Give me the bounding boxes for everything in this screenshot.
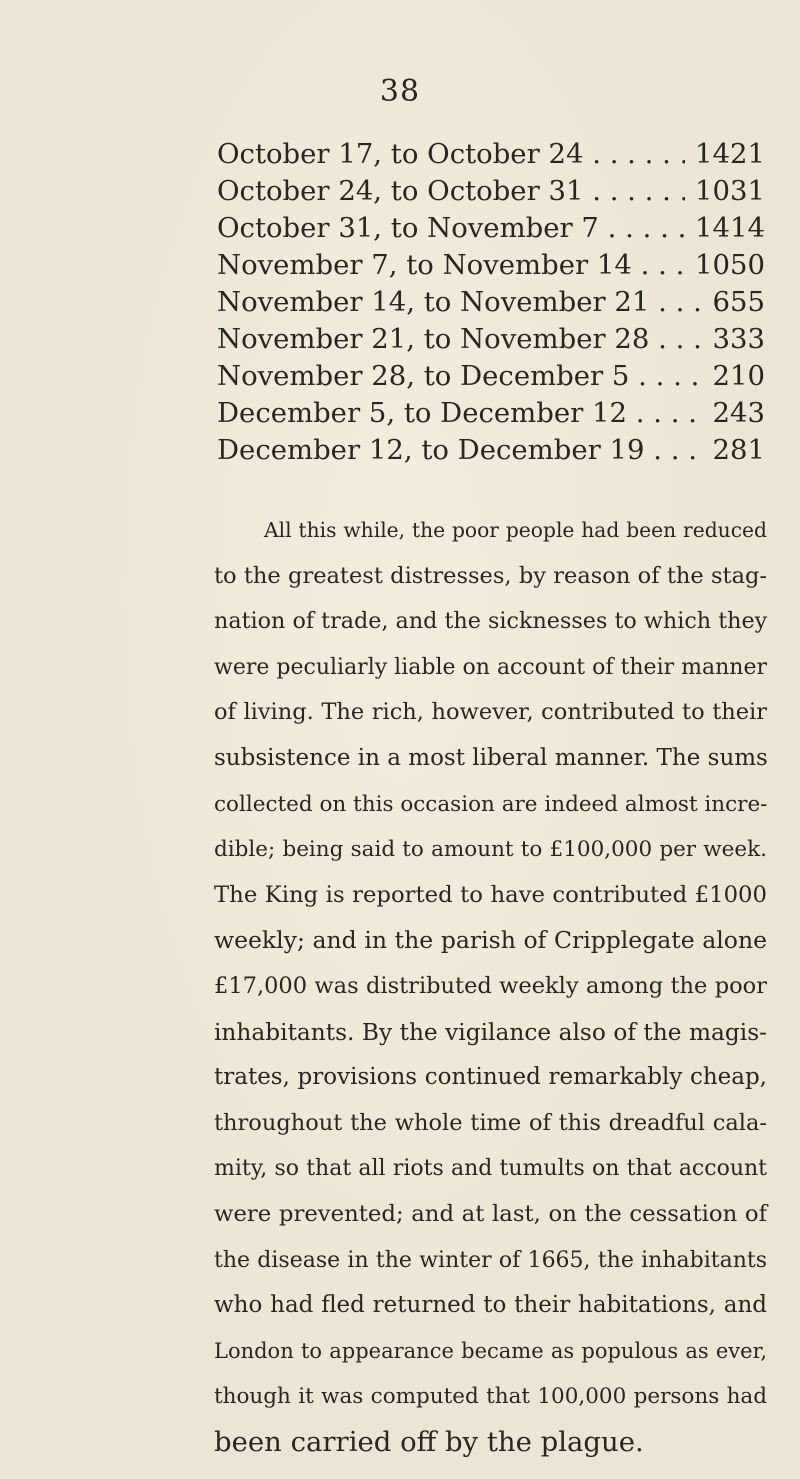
table-row — [217, 173, 765, 210]
text-line: nation of trade, and the sicknesses to which they — [214, 608, 768, 635]
page-number: 38 — [379, 74, 421, 109]
table-deaths: 655 — [712, 286, 765, 318]
table-row — [217, 247, 765, 284]
text-line: of living. The rich, however, contributed to their — [214, 699, 767, 726]
table-row — [217, 284, 765, 321]
table-deaths: 333 — [712, 323, 765, 355]
table-period: November 28, to December 5 . . . — [217, 358, 703, 395]
table-row — [217, 395, 765, 432]
text-line: were peculiarly liable on account of their manner — [214, 654, 767, 680]
text-line: dible; being said to amount to £100,000 per week. — [214, 837, 767, 863]
text-line: to the greatest distresses, by reason of the stag- — [214, 562, 767, 589]
text-line: the disease in the winter of 1665, the inhabitants — [214, 1247, 767, 1273]
table-deaths: 243 — [712, 397, 765, 429]
table-row — [217, 358, 765, 395]
table-period: December 5, to December 12 . . . — [217, 395, 703, 432]
text-line: subsistence in a most liberal manner. The sums — [214, 744, 768, 771]
table-row — [217, 136, 765, 173]
text-line: The King is reported to have contributed £1000 — [214, 881, 767, 908]
text-line: inhabitants. By the vigilance also of the magis- — [214, 1018, 767, 1046]
table-deaths: 1414 — [695, 212, 765, 244]
text-line: London to appearance became as populous as ever, — [214, 1338, 767, 1363]
table-row — [217, 210, 765, 247]
table-period: November 21, to November 28 . . . — [217, 321, 703, 358]
table-deaths: 1031 — [695, 175, 765, 207]
text-line: £17,000 was distributed weekly among the poor — [214, 972, 767, 999]
table-row — [217, 321, 765, 358]
table-period: October 31, to November 7 . . . — [217, 210, 685, 247]
text-line: collected on this occasion are indeed almost incre- — [214, 791, 768, 817]
table-period: November 7, to November 14 . . . — [217, 247, 685, 284]
text-line: been carried off by the plague. — [214, 1425, 644, 1458]
text-line: mity, so that all riots and tumults on that account — [214, 1156, 767, 1182]
table-row — [217, 432, 765, 469]
table-deaths: 281 — [712, 434, 765, 466]
table-deaths: 210 — [712, 360, 765, 392]
table-period: November 14, to November 21 . . . — [217, 284, 703, 321]
text-line: though it was computed that 100,000 persons had — [214, 1384, 767, 1410]
table-period: October 24, to October 31 . . . — [217, 173, 685, 210]
text-line: weekly; and in the parish of Cripplegate alone — [214, 926, 767, 955]
table-period: December 12, to December 19 . . . — [217, 432, 703, 469]
table-deaths: 1421 — [695, 138, 765, 170]
table-deaths: 1050 — [695, 249, 765, 281]
text-line: throughout the whole time of this dreadful cala- — [214, 1109, 767, 1136]
text-line: All this while, the poor people had been reduced — [264, 518, 767, 542]
text-line: who had fled returned to their habitations, and — [214, 1292, 767, 1319]
mortality-table — [217, 136, 765, 469]
text-line: were prevented; and at last, on the cessation of — [214, 1200, 767, 1227]
body-paragraph — [214, 508, 767, 1465]
text-line: trates, provisions continued remarkably cheap, — [214, 1064, 767, 1091]
table-period: October 17, to October 24 . . . — [217, 136, 685, 173]
